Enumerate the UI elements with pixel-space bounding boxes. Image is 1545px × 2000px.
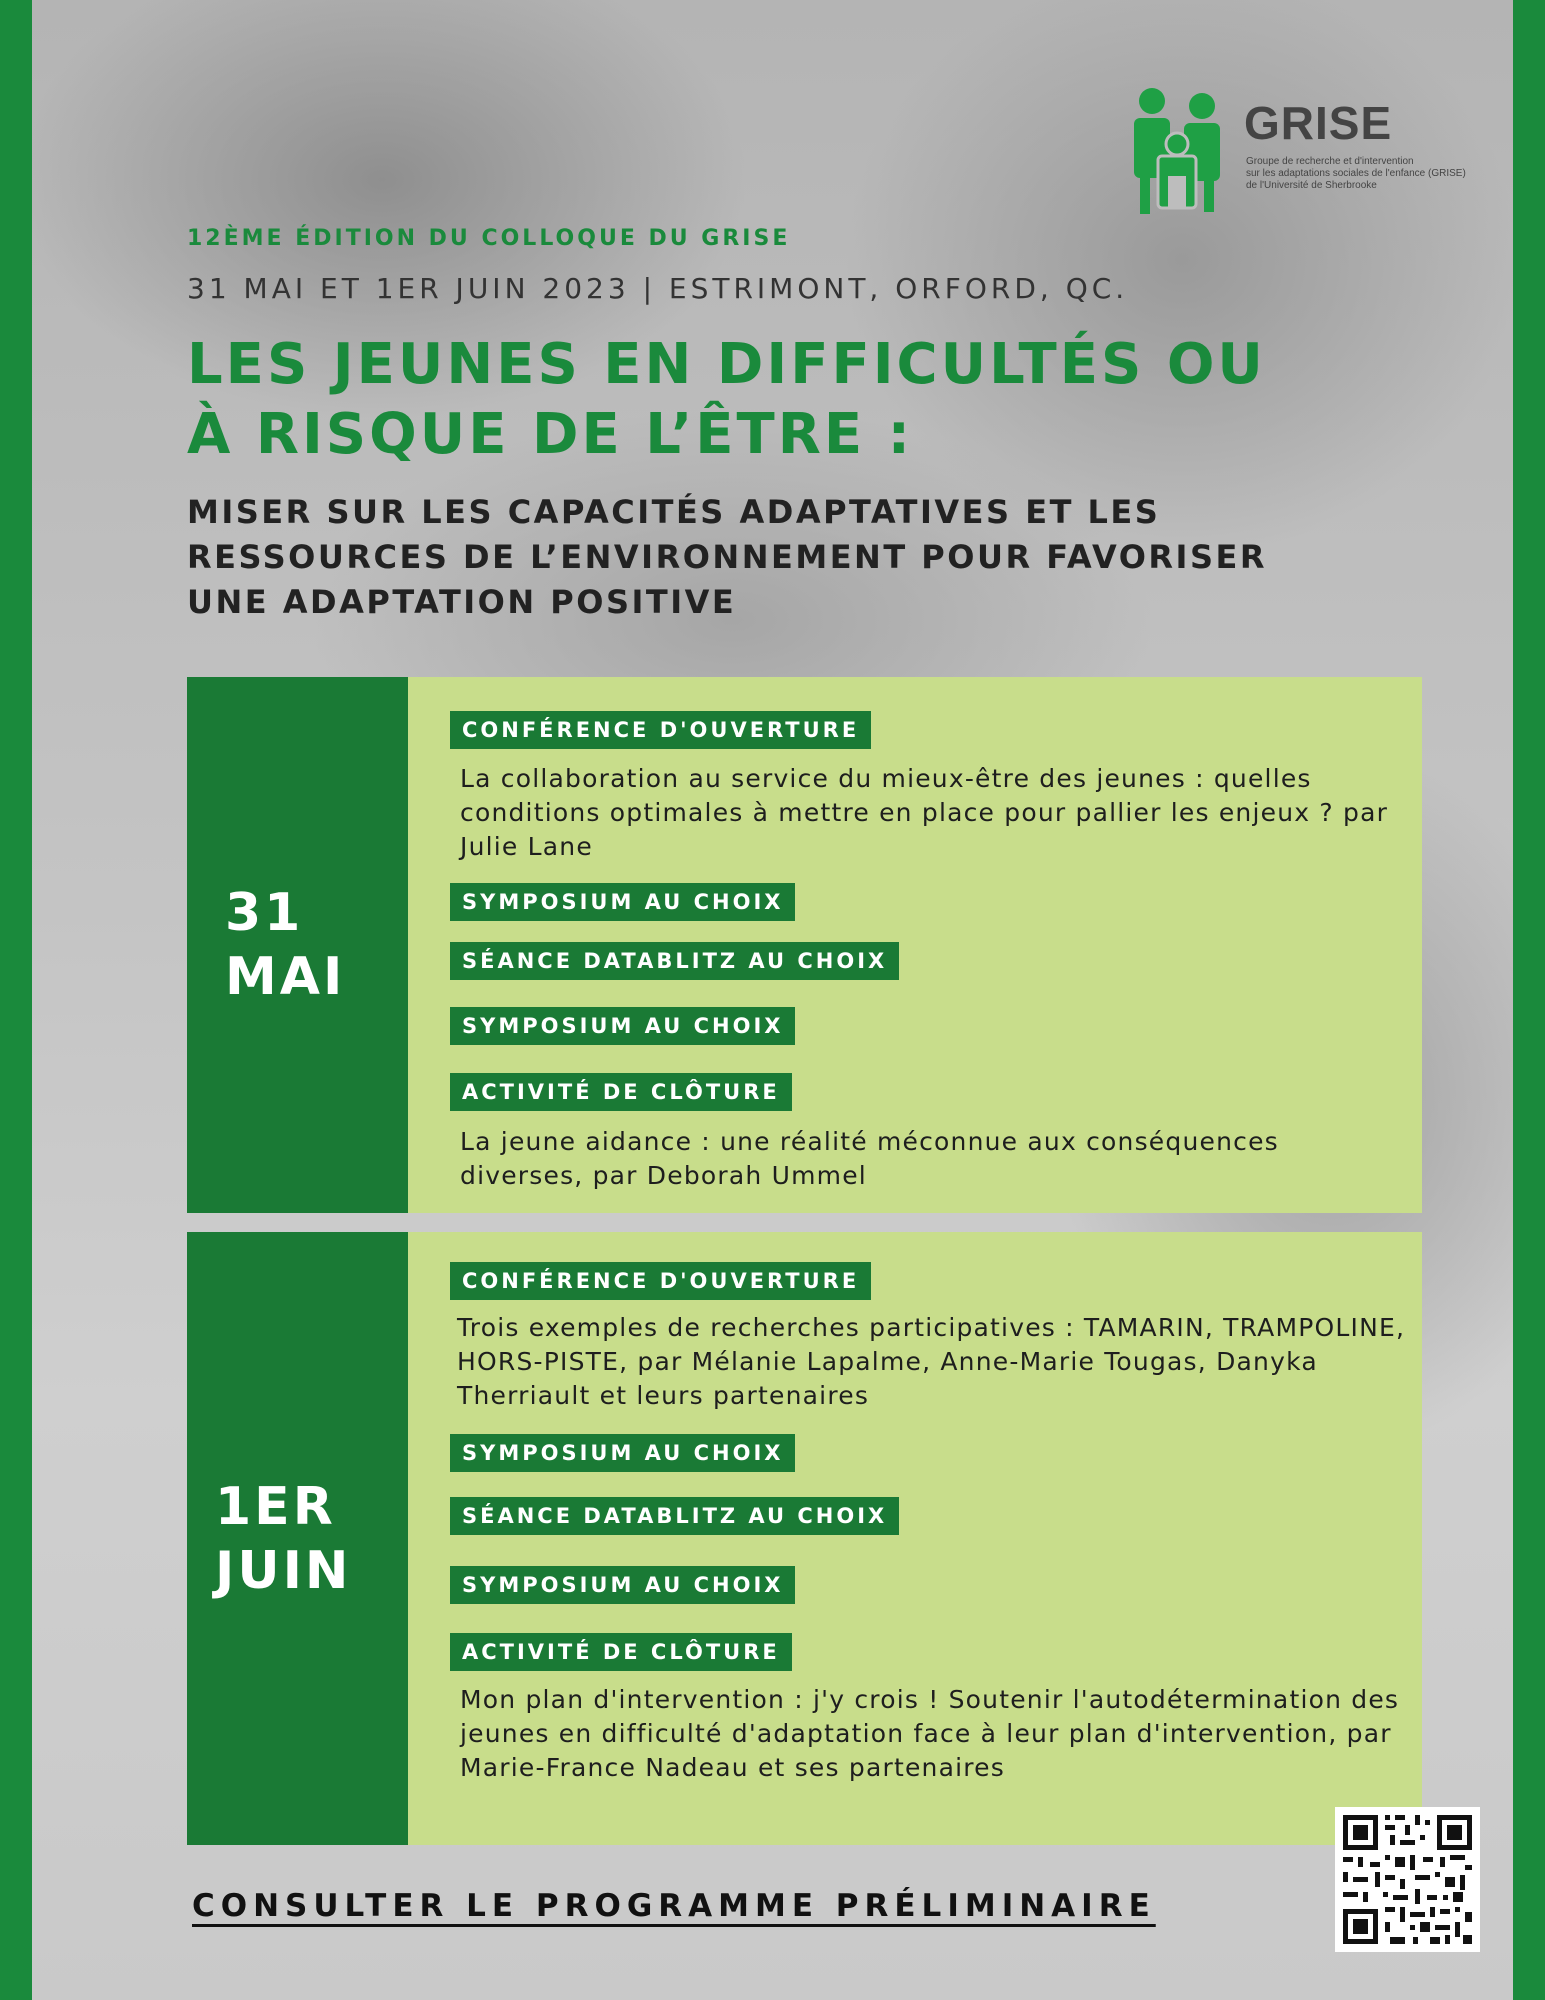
- opening-conference-description: Trois exemples de recherches participatives : TAMARIN, TRAMPOLINE, HORS-PISTE, par Mélanie Lapalme, Anne-Marie Tougas, Danyka Therriault et leurs partenaires: [457, 1313, 1406, 1410]
- day-number: 1ER: [215, 1476, 336, 1537]
- day-block-31-mai: [187, 677, 1422, 1213]
- day-number: 31: [225, 883, 304, 943]
- tag-opening-conference: CONFÉRENCE D'OUVERTURE: [450, 711, 871, 749]
- day-month: JUIN: [215, 1540, 352, 1601]
- tag-symposium: SYMPOSIUM AU CHOIX: [450, 883, 795, 921]
- title-line: LES JEUNES EN DIFFICULTÉS OU: [187, 332, 1266, 397]
- subtitle-line: MISER SUR LES CAPACITÉS ADAPTATIVES ET LES: [187, 493, 1161, 531]
- closing-activity-description: La jeune aidance : une réalité méconnue aux conséquences diverses, par Deborah Ummel: [460, 1127, 1279, 1190]
- opening-conference-description: La collaboration au service du mieux-être des jeunes : quelles conditions optimales à mettre en place pour pallier les enjeux ? par Julie Lane: [460, 764, 1389, 861]
- tag-symposium: SYMPOSIUM AU CHOIX: [450, 1007, 795, 1045]
- logo-desc-line: sur les adaptations sociales de l'enfance (GRISE): [1246, 168, 1466, 179]
- edition-label: 12ÈME ÉDITION DU COLLOQUE DU GRISE: [187, 226, 791, 251]
- logo-desc-line: Groupe de recherche et d'intervention: [1246, 156, 1414, 167]
- tag-datablitz: SÉANCE DATABLITZ AU CHOIX: [450, 942, 899, 980]
- tag-closing-activity: ACTIVITÉ DE CLÔTURE: [450, 1073, 792, 1111]
- day-month: MAI: [225, 947, 346, 1007]
- qr-code-graphic: [1335, 1807, 1480, 1952]
- consult-program-link[interactable]: CONSULTER LE PROGRAMME PRÉLIMINAIRE: [192, 1888, 1156, 1924]
- tag-opening-conference: CONFÉRENCE D'OUVERTURE: [450, 1262, 871, 1300]
- subtitle-line: RESSOURCES DE L’ENVIRONNEMENT POUR FAVORISER: [187, 538, 1267, 576]
- subtitle-line: UNE ADAPTATION POSITIVE: [187, 583, 737, 621]
- family-icon: [1132, 86, 1242, 216]
- logo-name: GRISE: [1244, 97, 1393, 149]
- tag-symposium: SYMPOSIUM AU CHOIX: [450, 1434, 795, 1472]
- day-block-1er-juin: [187, 1232, 1422, 1845]
- closing-activity-description: Mon plan d'intervention : j'y crois ! Soutenir l'autodétermination des jeunes en difficulté d'adaptation face à leur plan d'intervention, par Marie-France Nadeau et ses partenaires: [460, 1685, 1400, 1782]
- qr-code-icon[interactable]: [1335, 1807, 1480, 1952]
- day-label: [187, 677, 408, 1213]
- page-subtitle: [187, 490, 1457, 625]
- page-title: [187, 330, 1437, 470]
- tag-datablitz: SÉANCE DATABLITZ AU CHOIX: [450, 1497, 899, 1535]
- tag-symposium: SYMPOSIUM AU CHOIX: [450, 1566, 795, 1604]
- logo-description: [1246, 156, 1486, 192]
- title-line: À RISQUE DE L’ÊTRE :: [187, 402, 913, 467]
- day-label: [187, 1232, 408, 1845]
- logo-desc-line: de l'Université de Sherbrooke: [1246, 180, 1377, 191]
- date-location: 31 MAI ET 1ER JUIN 2023 | ESTRIMONT, ORFORD, QC.: [187, 272, 1129, 305]
- grise-logo: [1132, 86, 1492, 216]
- tag-closing-activity: ACTIVITÉ DE CLÔTURE: [450, 1633, 792, 1671]
